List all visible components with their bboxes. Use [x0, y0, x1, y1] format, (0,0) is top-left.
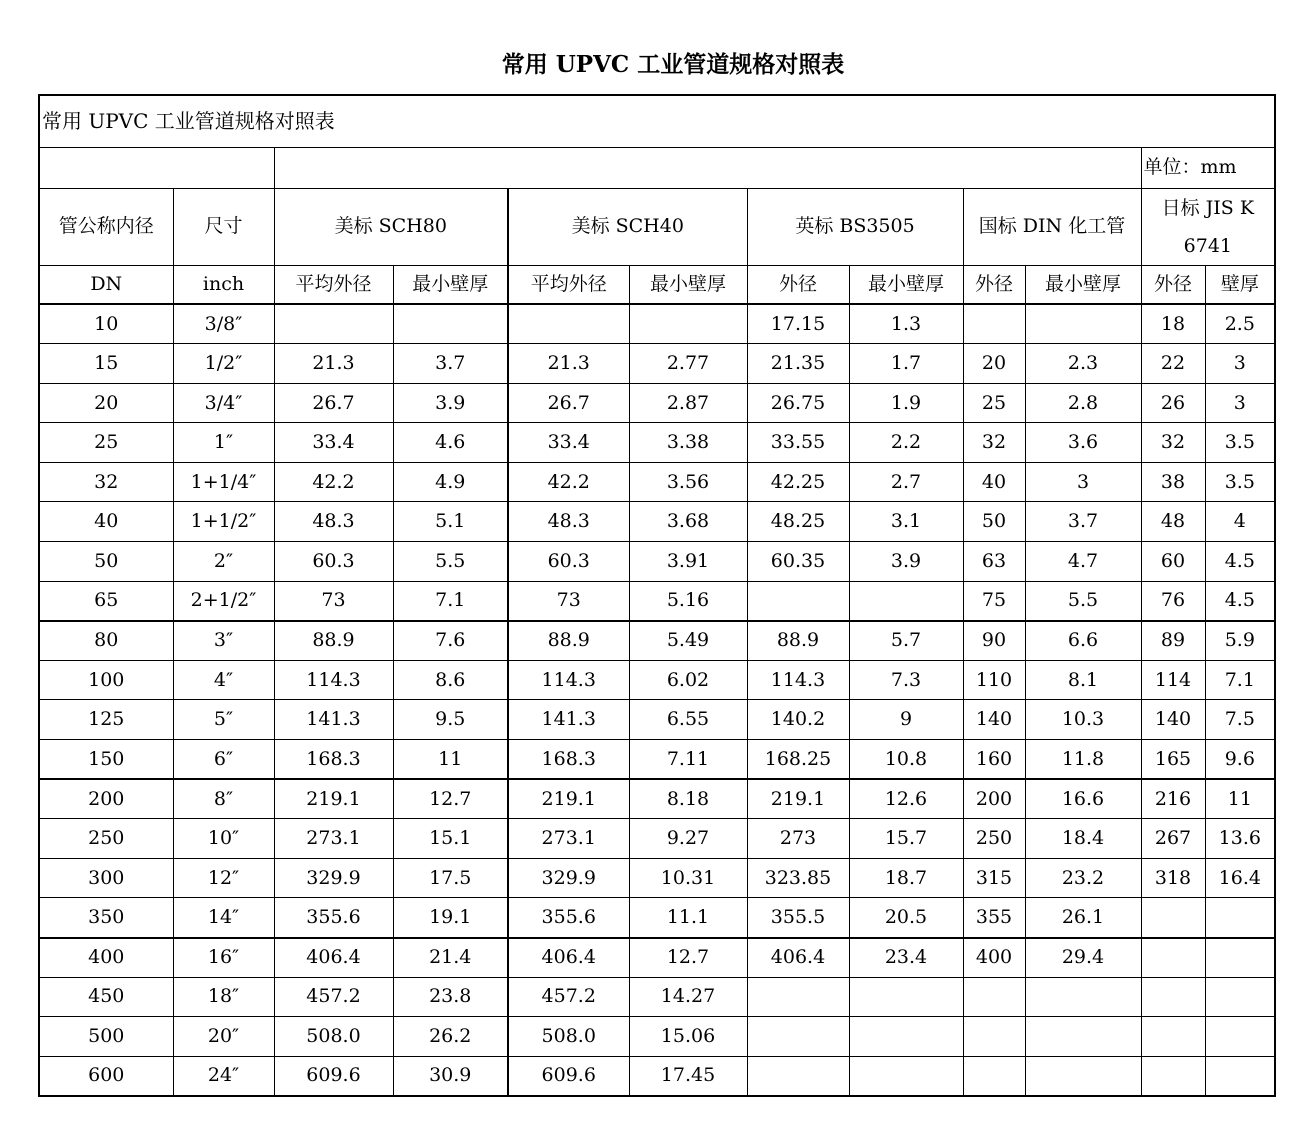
cell-din-od: 400 [963, 938, 1025, 978]
cell-jis-od: 89 [1141, 621, 1205, 661]
cell-sch40-od: 114.3 [508, 660, 629, 700]
cell-bs-od: 17.15 [747, 304, 849, 344]
header-sch40-wall: 最小壁厚 [629, 265, 747, 304]
cell-jis-wall [1205, 1017, 1275, 1057]
cell-jis-wall: 16.4 [1205, 858, 1275, 898]
cell-sch80-wall: 23.8 [393, 977, 508, 1017]
cell-dn: 125 [39, 700, 173, 740]
cell-din-od: 32 [963, 423, 1025, 463]
table-row [39, 938, 1275, 978]
cell-bs-od: 355.5 [747, 898, 849, 938]
cell-jis-od: 38 [1141, 462, 1205, 502]
cell-din-wall: 4.7 [1025, 542, 1141, 582]
cell-din-wall: 16.6 [1025, 779, 1141, 819]
cell-jis-wall [1205, 898, 1275, 938]
cell-dn: 400 [39, 938, 173, 978]
cell-sch40-wall: 5.49 [629, 621, 747, 661]
table-row [39, 819, 1275, 859]
cell-sch40-wall: 3.68 [629, 502, 747, 542]
header-dn-group: 管公称内径 [39, 188, 173, 265]
cell-dn: 40 [39, 502, 173, 542]
cell-bs-wall: 15.7 [849, 819, 963, 859]
header-size-group: 尺寸 [173, 188, 274, 265]
cell-dn: 500 [39, 1017, 173, 1057]
header-dn: DN [39, 265, 173, 304]
cell-din-wall: 8.1 [1025, 660, 1141, 700]
cell-inch: 4″ [173, 660, 274, 700]
cell-din-od: 25 [963, 383, 1025, 423]
cell-sch40-od: 508.0 [508, 1017, 629, 1057]
title-prefix: 常用 [501, 51, 548, 78]
header-jis-wall: 壁厚 [1205, 265, 1275, 304]
cell-din-wall: 3.6 [1025, 423, 1141, 463]
cell-din-od: 63 [963, 542, 1025, 582]
cell-bs-wall: 5.7 [849, 621, 963, 661]
cell-bs-od [747, 1017, 849, 1057]
cell-jis-od: 76 [1141, 581, 1205, 621]
cell-sch80-wall: 5.1 [393, 502, 508, 542]
cell-bs-wall: 12.6 [849, 779, 963, 819]
cell-sch40-wall: 6.55 [629, 700, 747, 740]
table-row [39, 383, 1275, 423]
cell-inch: 5″ [173, 700, 274, 740]
cell-dn: 250 [39, 819, 173, 859]
cell-bs-wall [849, 581, 963, 621]
table-row [39, 423, 1275, 463]
table-row [39, 542, 1275, 582]
cell-dn: 100 [39, 660, 173, 700]
cell-sch40-wall: 3.56 [629, 462, 747, 502]
cell-jis-wall: 7.1 [1205, 660, 1275, 700]
cell-sch80-wall: 21.4 [393, 938, 508, 978]
cell-inch: 20″ [173, 1017, 274, 1057]
cell-inch: 16″ [173, 938, 274, 978]
table-row [39, 740, 1275, 780]
cell-bs-wall: 3.9 [849, 542, 963, 582]
cell-sch80-od: 60.3 [274, 542, 393, 582]
cell-bs-wall: 3.1 [849, 502, 963, 542]
header-inch: inch [173, 265, 274, 304]
cell-bs-od: 42.25 [747, 462, 849, 502]
cell-bs-od: 168.25 [747, 740, 849, 780]
cell-sch40-od: 406.4 [508, 938, 629, 978]
table-row [39, 462, 1275, 502]
cell-jis-od: 48 [1141, 502, 1205, 542]
table-row [39, 1017, 1275, 1057]
cell-dn: 15 [39, 344, 173, 384]
cell-sch80-od [274, 304, 393, 344]
cell-sch40-od: 273.1 [508, 819, 629, 859]
cell-dn: 80 [39, 621, 173, 661]
table-row [39, 1056, 1275, 1096]
cell-din-wall: 29.4 [1025, 938, 1141, 978]
cell-sch80-wall: 12.7 [393, 779, 508, 819]
cell-bs-wall [849, 1017, 963, 1057]
table-row [39, 700, 1275, 740]
cell-sch40-wall: 2.77 [629, 344, 747, 384]
table-row [39, 621, 1275, 661]
cell-inch: 14″ [173, 898, 274, 938]
cell-din-od: 90 [963, 621, 1025, 661]
table-row [39, 660, 1275, 700]
cell-dn: 10 [39, 304, 173, 344]
cell-inch: 8″ [173, 779, 274, 819]
cell-sch80-wall: 4.6 [393, 423, 508, 463]
cell-bs-wall [849, 1056, 963, 1096]
cell-jis-od: 60 [1141, 542, 1205, 582]
cell-sch80-wall: 15.1 [393, 819, 508, 859]
header-bs-wall: 最小壁厚 [849, 265, 963, 304]
cell-jis-wall: 5.9 [1205, 621, 1275, 661]
cell-din-od [963, 977, 1025, 1017]
cell-sch40-wall: 3.38 [629, 423, 747, 463]
cell-bs-od: 406.4 [747, 938, 849, 978]
cell-din-wall: 3 [1025, 462, 1141, 502]
cell-jis-od: 26 [1141, 383, 1205, 423]
cell-din-od: 110 [963, 660, 1025, 700]
cell-bs-wall: 7.3 [849, 660, 963, 700]
cell-dn: 350 [39, 898, 173, 938]
cell-din-od: 160 [963, 740, 1025, 780]
cell-din-wall: 2.3 [1025, 344, 1141, 384]
cell-sch40-od: 609.6 [508, 1056, 629, 1096]
cell-jis-od: 18 [1141, 304, 1205, 344]
table-row [39, 898, 1275, 938]
cell-sch40-wall: 7.11 [629, 740, 747, 780]
cell-inch: 3/8″ [173, 304, 274, 344]
cell-sch80-wall: 3.9 [393, 383, 508, 423]
title-suffix: 工业管道规格对照表 [637, 51, 845, 78]
page-title [0, 46, 1300, 79]
cell-sch80-od: 329.9 [274, 858, 393, 898]
cell-inch: 24″ [173, 1056, 274, 1096]
cell-sch40-wall: 15.06 [629, 1017, 747, 1057]
cell-din-od: 75 [963, 581, 1025, 621]
cell-jis-wall: 4 [1205, 502, 1275, 542]
cell-dn: 65 [39, 581, 173, 621]
cell-inch: 1+1/4″ [173, 462, 274, 502]
cell-dn: 450 [39, 977, 173, 1017]
cell-din-wall: 11.8 [1025, 740, 1141, 780]
cell-din-od: 20 [963, 344, 1025, 384]
cell-din-od [963, 304, 1025, 344]
table-row [39, 502, 1275, 542]
header-sch40-od: 平均外径 [508, 265, 629, 304]
cell-sch40-wall: 3.91 [629, 542, 747, 582]
cell-sch80-wall: 17.5 [393, 858, 508, 898]
cell-bs-od: 26.75 [747, 383, 849, 423]
cell-jis-od [1141, 898, 1205, 938]
blank-cell [39, 147, 274, 188]
cell-sch80-wall: 4.9 [393, 462, 508, 502]
header-sch40: 美标 SCH40 [508, 188, 747, 265]
cell-bs-od: 48.25 [747, 502, 849, 542]
cell-din-od: 250 [963, 819, 1025, 859]
header-sch80: 美标 SCH80 [274, 188, 508, 265]
cell-sch80-od: 33.4 [274, 423, 393, 463]
cell-bs-od: 323.85 [747, 858, 849, 898]
cell-jis-od [1141, 977, 1205, 1017]
cell-din-od [963, 1056, 1025, 1096]
cell-sch40-wall: 10.31 [629, 858, 747, 898]
cell-sch80-od: 219.1 [274, 779, 393, 819]
cell-din-wall: 26.1 [1025, 898, 1141, 938]
cell-sch40-wall: 9.27 [629, 819, 747, 859]
cell-sch40-od: 42.2 [508, 462, 629, 502]
table-row [39, 344, 1275, 384]
unit-label: 单位：mm [1141, 147, 1275, 188]
cell-bs-wall: 23.4 [849, 938, 963, 978]
cell-inch: 12″ [173, 858, 274, 898]
table-row [39, 779, 1275, 819]
cell-din-od: 40 [963, 462, 1025, 502]
table-row [39, 304, 1275, 344]
cell-sch40-od: 168.3 [508, 740, 629, 780]
cell-sch40-wall: 12.7 [629, 938, 747, 978]
cell-jis-od: 318 [1141, 858, 1205, 898]
cell-bs-wall: 10.8 [849, 740, 963, 780]
cell-dn: 300 [39, 858, 173, 898]
cell-sch80-od: 88.9 [274, 621, 393, 661]
cell-sch80-od: 457.2 [274, 977, 393, 1017]
cell-din-od: 140 [963, 700, 1025, 740]
cell-bs-wall: 1.9 [849, 383, 963, 423]
cell-sch40-wall: 11.1 [629, 898, 747, 938]
cell-sch40-od: 73 [508, 581, 629, 621]
header-sch80-wall: 最小壁厚 [393, 265, 508, 304]
cell-sch80-od: 42.2 [274, 462, 393, 502]
cell-jis-od: 267 [1141, 819, 1205, 859]
cell-din-wall: 3.7 [1025, 502, 1141, 542]
cell-bs-wall: 2.2 [849, 423, 963, 463]
cell-dn: 50 [39, 542, 173, 582]
cell-inch: 6″ [173, 740, 274, 780]
cell-sch80-wall: 5.5 [393, 542, 508, 582]
cell-jis-wall [1205, 1056, 1275, 1096]
cell-sch80-od: 141.3 [274, 700, 393, 740]
cell-bs-od: 60.35 [747, 542, 849, 582]
cell-bs-od [747, 581, 849, 621]
header-din: 国标 DIN 化工管 [963, 188, 1141, 265]
cell-jis-od: 165 [1141, 740, 1205, 780]
cell-sch80-od: 73 [274, 581, 393, 621]
header-sch80-od: 平均外径 [274, 265, 393, 304]
header-jis-od: 外径 [1141, 265, 1205, 304]
cell-din-od [963, 1017, 1025, 1057]
cell-sch80-wall: 9.5 [393, 700, 508, 740]
cell-din-wall: 2.8 [1025, 383, 1141, 423]
cell-jis-wall: 11 [1205, 779, 1275, 819]
cell-bs-wall: 18.7 [849, 858, 963, 898]
table-row [39, 977, 1275, 1017]
cell-sch80-wall: 30.9 [393, 1056, 508, 1096]
cell-jis-wall [1205, 938, 1275, 978]
cell-sch40-od: 48.3 [508, 502, 629, 542]
cell-inch: 3″ [173, 621, 274, 661]
cell-inch: 18″ [173, 977, 274, 1017]
cell-jis-wall: 7.5 [1205, 700, 1275, 740]
cell-din-od: 50 [963, 502, 1025, 542]
cell-sch40-od: 141.3 [508, 700, 629, 740]
cell-bs-wall: 1.3 [849, 304, 963, 344]
cell-sch80-wall: 11 [393, 740, 508, 780]
cell-bs-od: 33.55 [747, 423, 849, 463]
cell-sch40-wall: 6.02 [629, 660, 747, 700]
title-bold: UPVC [555, 51, 630, 78]
table-row [39, 581, 1275, 621]
cell-din-od: 355 [963, 898, 1025, 938]
cell-jis-od [1141, 1056, 1205, 1096]
cell-jis-od [1141, 1017, 1205, 1057]
cell-bs-wall: 1.7 [849, 344, 963, 384]
cell-bs-od: 219.1 [747, 779, 849, 819]
cell-din-od: 315 [963, 858, 1025, 898]
cell-jis-od [1141, 938, 1205, 978]
cell-jis-od: 32 [1141, 423, 1205, 463]
cell-bs-wall: 20.5 [849, 898, 963, 938]
cell-jis-wall [1205, 977, 1275, 1017]
cell-sch40-wall: 2.87 [629, 383, 747, 423]
cell-din-wall: 10.3 [1025, 700, 1141, 740]
cell-sch80-wall: 7.6 [393, 621, 508, 661]
cell-sch80-wall: 19.1 [393, 898, 508, 938]
cell-sch80-od: 508.0 [274, 1017, 393, 1057]
cell-inch: 1″ [173, 423, 274, 463]
cell-sch40-od: 355.6 [508, 898, 629, 938]
cell-din-wall: 18.4 [1025, 819, 1141, 859]
cell-inch: 2″ [173, 542, 274, 582]
cell-sch40-wall: 5.16 [629, 581, 747, 621]
cell-jis-wall: 4.5 [1205, 542, 1275, 582]
cell-sch80-od: 26.7 [274, 383, 393, 423]
cell-jis-wall: 3.5 [1205, 423, 1275, 463]
header-bs-od: 外径 [747, 265, 849, 304]
cell-sch40-wall: 17.45 [629, 1056, 747, 1096]
cell-jis-wall: 2.5 [1205, 304, 1275, 344]
table-row [39, 858, 1275, 898]
cell-din-wall [1025, 304, 1141, 344]
cell-bs-wall [849, 977, 963, 1017]
cell-dn: 150 [39, 740, 173, 780]
cell-sch80-wall: 3.7 [393, 344, 508, 384]
cell-din-od: 200 [963, 779, 1025, 819]
header-din-od: 外径 [963, 265, 1025, 304]
cell-bs-wall: 2.7 [849, 462, 963, 502]
header-jis: 日标 JIS K 6741 [1141, 188, 1275, 265]
pipe-spec-table [38, 94, 1276, 1097]
cell-sch40-od: 457.2 [508, 977, 629, 1017]
cell-din-wall: 6.6 [1025, 621, 1141, 661]
cell-jis-od: 140 [1141, 700, 1205, 740]
table-caption: 常用 UPVC 工业管道规格对照表 [39, 95, 1275, 147]
cell-dn: 32 [39, 462, 173, 502]
cell-jis-wall: 9.6 [1205, 740, 1275, 780]
cell-jis-wall: 3 [1205, 383, 1275, 423]
cell-din-wall [1025, 977, 1141, 1017]
cell-bs-od: 273 [747, 819, 849, 859]
cell-sch40-od: 26.7 [508, 383, 629, 423]
cell-sch40-od: 60.3 [508, 542, 629, 582]
cell-sch40-wall: 14.27 [629, 977, 747, 1017]
cell-sch40-od: 33.4 [508, 423, 629, 463]
cell-sch40-wall: 8.18 [629, 779, 747, 819]
cell-inch: 1/2″ [173, 344, 274, 384]
cell-jis-wall: 4.5 [1205, 581, 1275, 621]
cell-sch80-od: 609.6 [274, 1056, 393, 1096]
cell-bs-od: 140.2 [747, 700, 849, 740]
cell-sch80-wall: 8.6 [393, 660, 508, 700]
cell-bs-od [747, 1056, 849, 1096]
cell-din-wall: 5.5 [1025, 581, 1141, 621]
cell-sch80-wall [393, 304, 508, 344]
cell-sch40-wall [629, 304, 747, 344]
cell-sch40-od: 21.3 [508, 344, 629, 384]
cell-din-wall: 23.2 [1025, 858, 1141, 898]
cell-dn: 25 [39, 423, 173, 463]
cell-sch80-od: 406.4 [274, 938, 393, 978]
cell-din-wall [1025, 1056, 1141, 1096]
cell-sch80-wall: 7.1 [393, 581, 508, 621]
header-din-wall: 最小壁厚 [1025, 265, 1141, 304]
cell-jis-wall: 3.5 [1205, 462, 1275, 502]
blank-cell [274, 147, 1141, 188]
cell-sch40-od [508, 304, 629, 344]
cell-dn: 600 [39, 1056, 173, 1096]
cell-sch80-od: 21.3 [274, 344, 393, 384]
cell-jis-wall: 13.6 [1205, 819, 1275, 859]
cell-din-wall [1025, 1017, 1141, 1057]
cell-bs-od [747, 977, 849, 1017]
cell-jis-od: 22 [1141, 344, 1205, 384]
cell-inch: 3/4″ [173, 383, 274, 423]
cell-sch80-od: 273.1 [274, 819, 393, 859]
cell-inch: 1+1/2″ [173, 502, 274, 542]
cell-bs-od: 21.35 [747, 344, 849, 384]
cell-bs-wall: 9 [849, 700, 963, 740]
cell-inch: 2+1/2″ [173, 581, 274, 621]
cell-sch80-wall: 26.2 [393, 1017, 508, 1057]
cell-dn: 20 [39, 383, 173, 423]
cell-sch80-od: 114.3 [274, 660, 393, 700]
cell-bs-od: 114.3 [747, 660, 849, 700]
cell-jis-od: 216 [1141, 779, 1205, 819]
cell-sch40-od: 88.9 [508, 621, 629, 661]
header-bs3505: 英标 BS3505 [747, 188, 963, 265]
cell-sch80-od: 48.3 [274, 502, 393, 542]
cell-dn: 200 [39, 779, 173, 819]
cell-sch40-od: 329.9 [508, 858, 629, 898]
cell-jis-od: 114 [1141, 660, 1205, 700]
cell-sch80-od: 168.3 [274, 740, 393, 780]
cell-bs-od: 88.9 [747, 621, 849, 661]
cell-sch40-od: 219.1 [508, 779, 629, 819]
cell-jis-wall: 3 [1205, 344, 1275, 384]
cell-inch: 10″ [173, 819, 274, 859]
cell-sch80-od: 355.6 [274, 898, 393, 938]
